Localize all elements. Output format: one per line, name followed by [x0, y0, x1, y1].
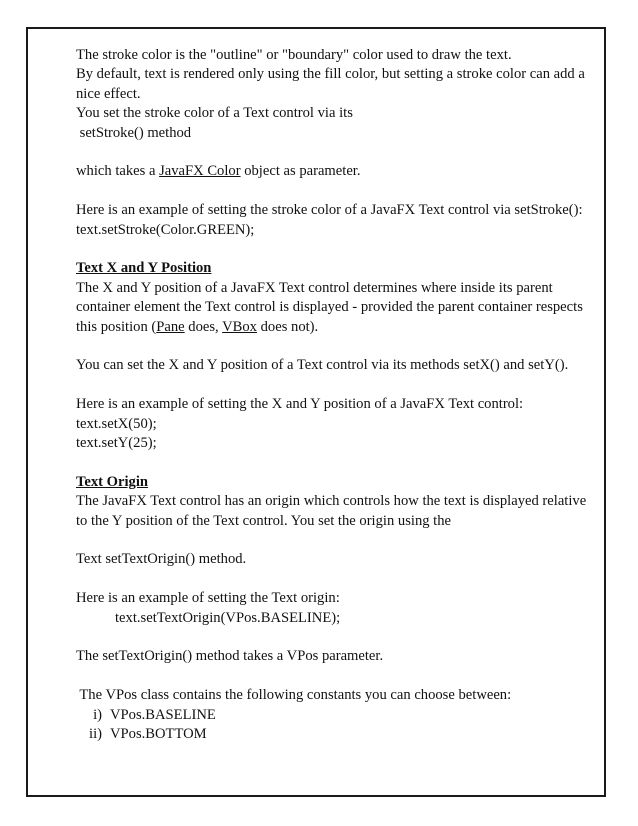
position-line-3-prefix: this position ( — [76, 318, 157, 335]
stroke-line-4: You set the stroke color of a Text control via its — [76, 105, 353, 122]
origin-heading: Text Origin — [76, 473, 149, 490]
javafx-color-link[interactable]: JavaFX Color — [159, 163, 241, 180]
list-marker: ii) — [89, 726, 102, 743]
stroke-line-1: The stroke color is the "outline" or "boundary" color used to draw the text. — [76, 47, 512, 63]
stroke-line-3: nice effect. — [76, 85, 141, 102]
origin-param-line: The setTextOrigin() method takes a VPos parameter. — [76, 648, 384, 665]
stroke-line-5 — [76, 124, 606, 143]
stroke-takes-suffix: object as parameter. — [240, 163, 361, 180]
position-line-2: container element the Text control is displayed - provided the parent container respects — [76, 299, 583, 316]
list-marker: i) — [93, 706, 102, 723]
stroke-method-text: setStroke() method — [76, 124, 192, 141]
origin-example-code: text.setTextOrigin(VPos.BASELINE); — [115, 609, 341, 626]
position-code-2: text.setY(25); — [76, 435, 157, 452]
list-item-text: VPos.BOTTOM — [110, 726, 207, 743]
stroke-line-2: By default, text is rendered only using the fill color, but setting a stroke color can add a — [76, 66, 585, 83]
origin-example-intro: Here is an example of setting the Text origin: — [76, 590, 340, 607]
position-example-intro: Here is an example of setting the X and Y position of a JavaFX Text control: — [76, 396, 524, 413]
vbox-link[interactable]: VBox — [222, 318, 257, 335]
stroke-example-code: text.setStroke(Color.GREEN); — [76, 221, 255, 238]
list-item-text: VPos.BASELINE — [110, 706, 216, 723]
stroke-takes-line — [76, 162, 606, 181]
pane-link[interactable]: Pane — [156, 318, 185, 335]
position-line-3-mid: does, — [184, 318, 223, 335]
position-code-1: text.setX(50); — [76, 415, 157, 432]
stroke-example-intro: Here is an example of setting the stroke color of a JavaFX Text control via setStroke(): — [76, 202, 583, 219]
position-line-3-suffix: does not). — [256, 318, 319, 335]
position-line-1: The X and Y position of a JavaFX Text control determines where inside its parent — [76, 279, 553, 296]
stroke-takes-prefix: which takes a — [76, 163, 160, 180]
list-item — [76, 706, 606, 725]
position-heading: Text X and Y Position — [76, 260, 212, 277]
document-body — [76, 46, 606, 744]
position-methods-line: You can set the X and Y position of a Text control via its methods setX() and setY(). — [76, 357, 569, 374]
origin-constants-intro: The VPos class contains the following constants you can choose between: — [76, 687, 512, 704]
position-line-3 — [76, 318, 606, 337]
origin-line-1: The JavaFX Text control has an origin which controls how the text is displayed relative — [76, 493, 587, 510]
origin-method-line: Text setTextOrigin() method. — [76, 551, 247, 568]
origin-line-2: to the Y position of the Text control. You set the origin using the — [76, 512, 452, 529]
list-item — [76, 725, 606, 744]
